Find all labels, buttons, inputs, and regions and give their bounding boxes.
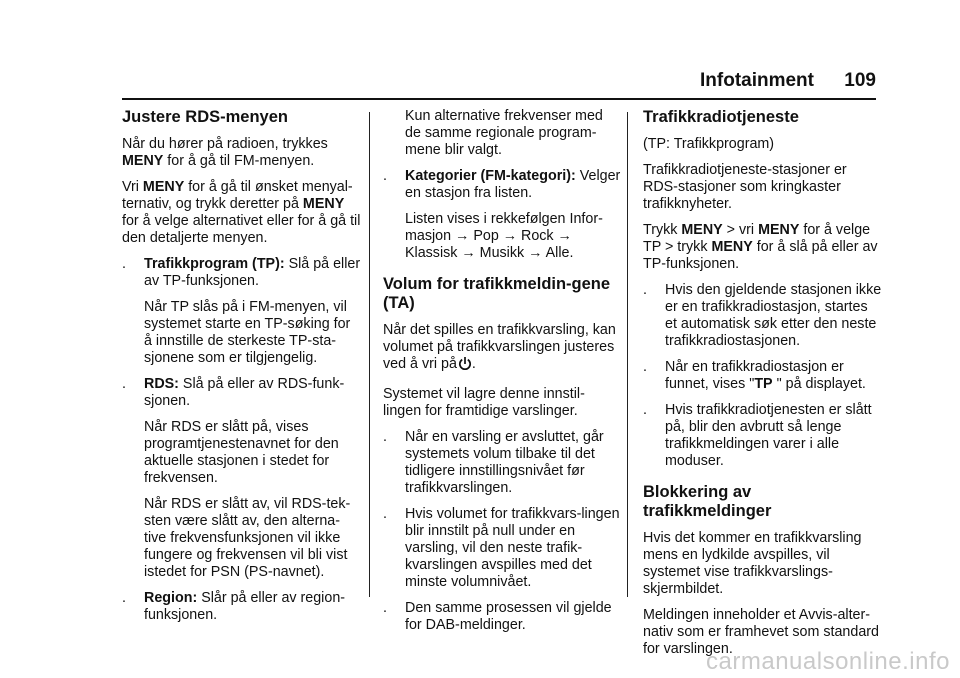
paragraph: Systemet vil lagre denne innstil-lingen for framtidige varslinger. [383, 386, 585, 419]
list-item-detail: Når RDS er slått på, vises programtjenestenavnet for den aktuelle stasjonen i stedet for frekvensen. [144, 419, 339, 486]
column-3 [643, 108, 883, 667]
column-divider-2 [627, 112, 628, 597]
list-item-detail: Når RDS er slått av, vil RDS-tek-sten være slått av, den alterna-tive frekvensfunksjonen vil ikke fungere og frekvensen vil bli vist istedet for PSN (PS-navnet). [144, 496, 351, 580]
column-1 [122, 108, 362, 633]
bullet: . [122, 256, 126, 272]
page-number: 109 [844, 70, 876, 91]
list-item: . Hvis den gjeldende stasjonen ikke er en trafikkradiostasjon, startes et automatisk søk etter den neste trafikkradiostasjonen. [643, 282, 882, 349]
bullet: . [383, 429, 387, 445]
column-2 [383, 108, 621, 643]
list-item: . Hvis volumet for trafikkvars-lingen blir innstilt på null under en varsling, vil den neste trafik-kvarslingen avspilles med det minste volumnivået. [383, 506, 620, 590]
section-heading-traffic-radio: Trafikkradiotjeneste [643, 108, 799, 126]
list-item: . Region: Slår på eller av region-funksjonen. [122, 590, 346, 623]
bullet: . [383, 168, 387, 184]
bullet: . [643, 402, 647, 418]
list-item-detail: Kun alternative frekvenser med de samme regionale program-mene blir valgt. [405, 108, 603, 158]
section-heading-ta-volume: Volum for trafikkmeldin-gene (TA) [383, 275, 611, 312]
bullet: . [643, 359, 647, 375]
bullet: . [643, 282, 647, 298]
list-item-detail: Når TP slås på i FM-menyen, vil systemet starte en TP-søking for å innstille de sterkeste TP-sta-sjonene som er tilgjengelig. [144, 299, 351, 366]
paragraph: (TP: Trafikkprogram) [643, 136, 775, 152]
list-item: . RDS: Slå på eller av RDS-funk-sjonen. [122, 376, 345, 409]
bullet: . [383, 506, 387, 522]
paragraph: Meldingen inneholder et Avvis-alter-nativ som er framhevet som standard for varslingen. [643, 607, 879, 657]
list-item: . Trafikkprogram (TP): Slå på eller av TP-funksjonen. [122, 256, 361, 289]
section-heading-block-messages: Blokkering av trafikkmeldinger [643, 483, 772, 520]
paragraph: Når det spilles en trafikkvarsling, kan volumet på trafikkvarslingen justeres ved å vri på . [383, 322, 621, 377]
list-item: . Når en varsling er avsluttet, går systemets volum tilbake til det tidligere innstillingsnivået før trafikkvarslingen. [383, 429, 604, 496]
header-rule [122, 98, 876, 100]
list-item-detail: Listen vises i rekkefølgen Infor-masjon → Pop → Rock → Klassisk → Musikk → Alle. [405, 211, 603, 261]
paragraph: Vri MENY for å gå til ønsket menyal-ternativ, og trykk deretter på MENY for å velge alternativet eller for å gå til den detaljerte menyen. [122, 179, 361, 246]
bullet: . [122, 376, 126, 392]
column-divider-1 [369, 112, 370, 597]
list-item: . Den samme prosessen vil gjelde for DAB-meldinger. [383, 600, 612, 633]
paragraph: Hvis det kommer en trafikkvarsling mens en lydkilde avspilles, vil systemet vise trafikkvarslings-skjermbildet. [643, 530, 862, 597]
section-heading-rds-menu: Justere RDS-menyen [122, 108, 288, 126]
header-title: Infotainment [700, 70, 814, 91]
paragraph: Trafikkradiotjeneste-stasjoner er RDS-stasjoner som kringkaster trafikknyheter. [643, 162, 847, 212]
bullet: . [383, 600, 387, 616]
page-header [122, 70, 876, 102]
list-item: . Når en trafikkradiostasjon er funnet, vises "TP " på displayet. [643, 359, 866, 392]
paragraph: Trykk MENY > vri MENY for å velge TP > trykk MENY for å slå på eller av TP-funksjonen. [643, 222, 878, 272]
paragraph: Når du hører på radioen, trykkes MENY for å gå til FM-menyen. [122, 136, 328, 169]
list-item: . Hvis trafikkradiotjenesten er slått på, blir den avbrutt så lenge trafikkmeldingen varer i alle moduser. [643, 402, 872, 469]
watermark: carmanualsonline.info [706, 648, 950, 675]
power-icon [458, 356, 472, 377]
bullet: . [122, 590, 126, 606]
list-item: . Kategorier (FM-kategori): Velger en stasjon fra listen. [383, 168, 621, 201]
